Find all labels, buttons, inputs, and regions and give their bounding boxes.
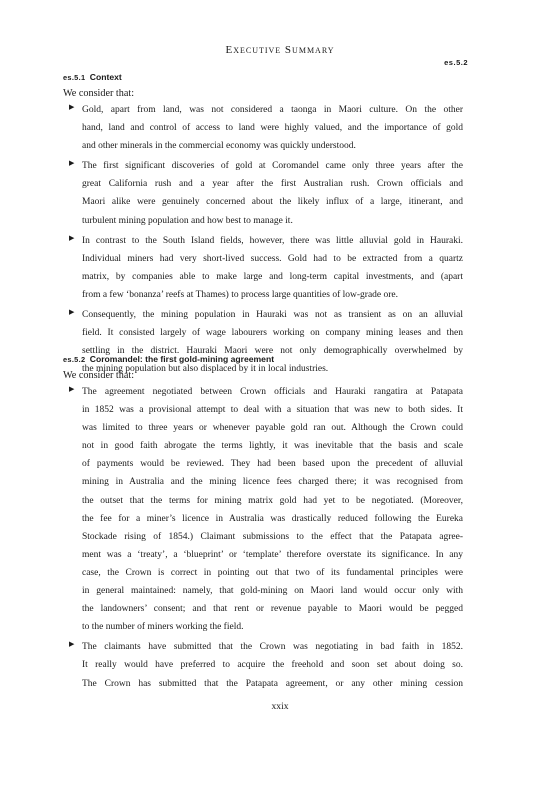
text-line: was limited to three years or whenever payable gold ran out. Although the Crown could: [82, 423, 463, 434]
section-heading: [63, 72, 463, 82]
text-line: in 1852 was a provisional attempt to deal with a situation that was new to both sides. It: [82, 405, 463, 416]
section-heading: [63, 354, 463, 364]
text-line: The Crown has submitted that the Patapata agreement, or any other mining cession: [82, 678, 463, 689]
section-number: es.5.1: [63, 73, 86, 82]
bullet-triangle-icon: ▶: [69, 103, 75, 111]
page-number: xxix: [271, 701, 289, 712]
text-line: Individual miners had very short-lived success. Gold had to be extracted from a quartz: [82, 253, 463, 264]
text-line: not in good faith abrogate the terms lightly, it was inevitable that the basis and scale: [82, 441, 463, 452]
text-line: The claimants have submitted that the Crown was negotiating in bad faith in 1852.: [82, 642, 463, 653]
section-intro: We consider that:: [63, 88, 135, 99]
text-line: case, the Crown is correct in pointing out that two of its fundamental principles were: [82, 567, 463, 578]
bullet-triangle-icon: ▶: [69, 159, 75, 168]
text-line: settling in the district. Hauraki Maori were not only demographically overwhelmed by: [82, 346, 463, 357]
text-line: ment was a ‘treaty’, a ‘blueprint’ or ‘template’ therefore overstate its significance. In any: [82, 549, 463, 560]
text-line: Maori alike were genuinely concerned about the likely influx of a large, itinerant, and: [82, 197, 463, 208]
text-line: the fee for a miner’s licence in Australia was drastically reduced following the Eureka: [82, 513, 463, 524]
text-line: turbulent mining population and how best to manage it.: [82, 215, 293, 226]
list-item: [63, 232, 463, 304]
list-item: [63, 101, 463, 155]
list-item: [63, 638, 463, 692]
section-coromandel-agreement: [63, 354, 463, 695]
text-line: matrix, by companies able to make large and long-term capital investments, and (apart: [82, 271, 463, 282]
list-item: [63, 383, 463, 636]
text-line: of payments would be reviewed. They had been based upon the precedent of alluvial: [82, 459, 463, 470]
text-line: The agreement negotiated between Crown officials and Hauraki rangatira at Patapata: [82, 387, 463, 397]
section-title: Coromandel: the first gold-mining agreement: [89, 354, 275, 364]
text-line: to the number of miners working the field.: [82, 622, 244, 633]
bullet-triangle-icon: ▶: [69, 640, 75, 649]
section-intro: We consider that:: [63, 370, 135, 381]
text-line: Gold, apart from land, was not considered a taonga in Maori culture. On the other: [82, 105, 463, 115]
bullet-triangle-icon: ▶: [69, 233, 75, 242]
text-line: great California rush and a year after the first Australian rush. Crown officials and: [82, 179, 463, 190]
text-line: and other minerals in the commercial economy was quickly understood.: [82, 141, 356, 152]
text-line: field. It consisted largely of wage labourers working on company mining leases and then: [82, 328, 463, 339]
text-line: the mining population but also displaced by it in local industries.: [82, 364, 329, 375]
text-line: from a few ‘bonanza’ reefs at Thames) to process large quantities of low-grade ore.: [82, 289, 399, 300]
bullet-list: [63, 383, 463, 693]
section-number: es.5.2: [63, 355, 86, 364]
text-line: Stockade rising of 1854.) Claimant submissions to the effect that the Patapata agree-: [82, 531, 463, 542]
text-line: the landowners’ consent; and that rent or revenue payable to Maori would be pegged: [82, 604, 463, 615]
text-line: The first significant discoveries of gold at Coromandel came only three years after the: [82, 161, 463, 172]
text-line: the outset that the terms for mining matrix gold had yet to be negotiated. (Moreover,: [82, 495, 463, 506]
text-line: hand, land and control of access to land were highly valued, and the importance of gold: [82, 123, 463, 134]
bullet-triangle-icon: ▶: [69, 308, 75, 317]
text-line: in general maintained: namely, that gold-mining on Maori land would occur only with: [82, 586, 463, 597]
text-line: mining in Australia and the mining licence fees charged there; it was recognised from: [82, 477, 463, 488]
running-head: Executive Summary: [225, 44, 335, 56]
text-line: It really would have preferred to acquire the freehold and soon set about doing so.: [82, 660, 463, 671]
text-line: In contrast to the South Island fields, however, there was little alluvial gold in Hauraki.: [82, 235, 463, 246]
section-title: Context: [89, 72, 122, 82]
bullet-list: [63, 101, 463, 378]
list-item: [63, 157, 463, 229]
bullet-triangle-icon: ▶: [69, 385, 75, 393]
section-reference: es.5.2: [444, 58, 468, 67]
section-context: [63, 72, 463, 380]
text-line: Consequently, the mining population in Hauraki was not as transient as on an alluvial: [82, 310, 463, 321]
